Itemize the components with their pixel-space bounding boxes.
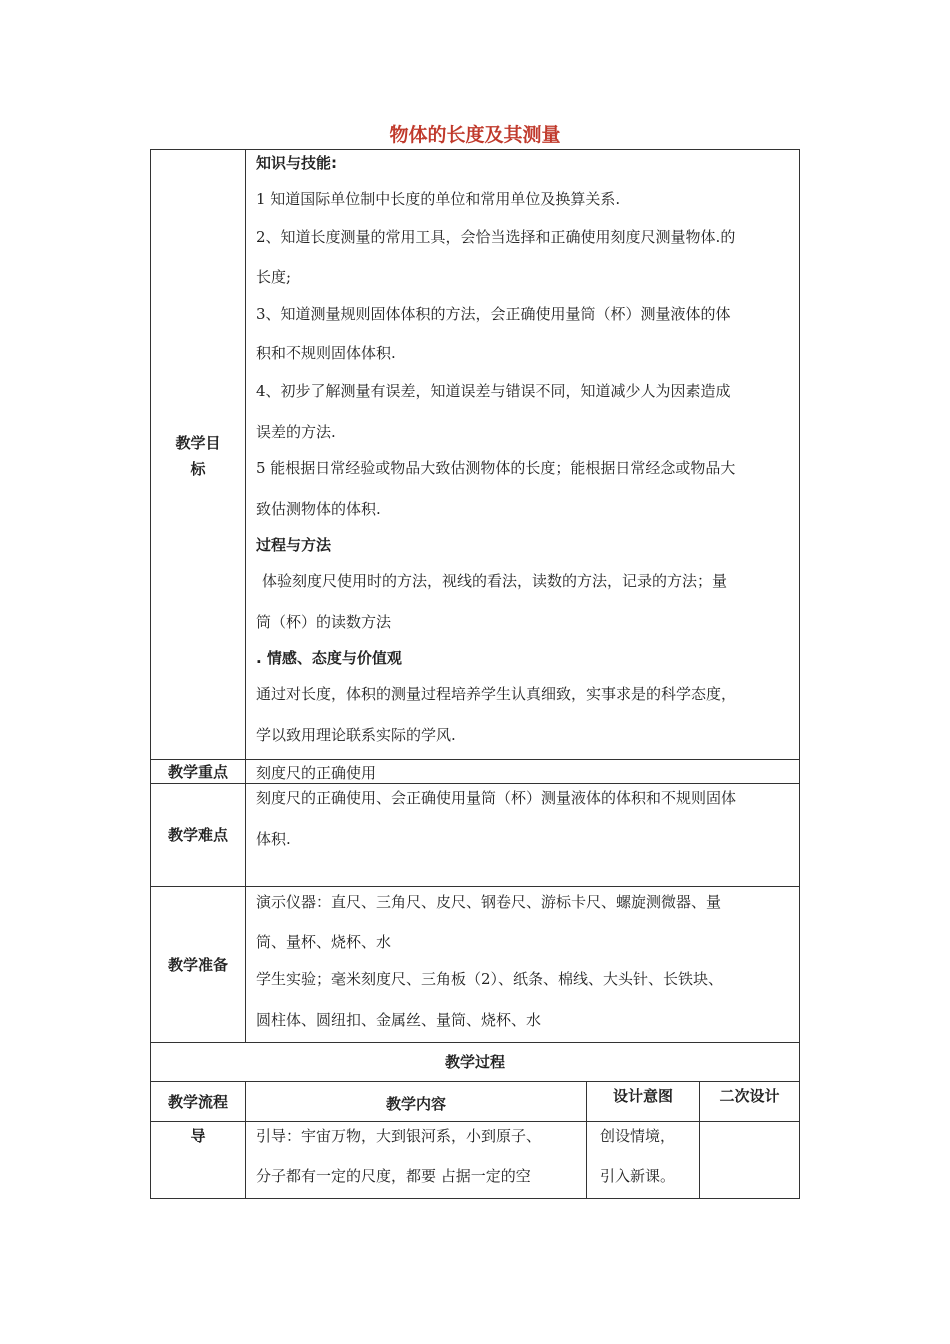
difficulties-line: 刻度尺的正确使用、会正确使用量筒（杯）测量液体的体积和不规则固体 (256, 789, 737, 807)
objectives-label: 教学目标 (175, 434, 221, 478)
difficulties-label: 教学难点 (167, 826, 228, 844)
objective-line: 学以致用理论联系实际的学风. (256, 726, 456, 744)
key-points-label: 教学重点 (167, 762, 228, 781)
row-divider (150, 759, 800, 760)
objective-line: 误差的方法. (256, 423, 336, 441)
process-intent-line: 创设情境， (600, 1127, 676, 1145)
objective-line: 筒（杯）的读数方法 (256, 613, 392, 631)
column-header-stage: 教学流程 (167, 1092, 228, 1111)
objective-line: 3、知道测量规则固体体积的方法，会正确使用量筒（杯）测量液体的体 (256, 305, 731, 323)
preparation-line: 演示仪器：直尺、三角尺、皮尺、钢卷尺、游标卡尺、螺旋测微器、量 (256, 893, 722, 911)
objective-line: 体验刻度尺使用时的方法，视线的看法，读数的方法，记录的方法；量 (262, 572, 728, 590)
objective-line: 致估测物体的体积. (256, 500, 381, 518)
objective-line: 2、知道长度测量的常用工具，会恰当选择和正确使用刻度尺测量物体.的 (256, 228, 736, 246)
objective-line: . 情感、态度与价值观 (256, 649, 402, 667)
objective-line: 过程与方法 (256, 536, 332, 554)
objective-line: 长度; (256, 268, 292, 286)
process-header: 教学过程 (444, 1053, 505, 1071)
preparation-line: 圆柱体、圆纽扣、金属丝、量筒、烧杯、水 (256, 1011, 542, 1029)
process-intent-line: 引入新课。 (600, 1167, 676, 1185)
column-header-content: 教学内容 (385, 1094, 446, 1113)
table-border-bottom (150, 1198, 800, 1199)
process-content-line: 引导：宇宙万物，大到银河系，小到原子、 (256, 1127, 542, 1145)
table-border-top (150, 149, 800, 150)
key-points-text: 刻度尺的正确使用 (256, 764, 377, 782)
difficulties-line: 体积. (256, 830, 291, 848)
column-header-second: 二次设计 (719, 1087, 780, 1105)
row-divider (150, 886, 800, 887)
objective-line: 4、初步了解测量有误差，知道误差与错误不同，知道减少人为因素造成 (256, 382, 731, 400)
preparation-line: 学生实验；毫米刻度尺、三角板（2）、纸条、棉线、大头针、长铁块、 (256, 970, 724, 988)
preparation-label: 教学准备 (167, 955, 228, 974)
process-content-line: 分子都有一定的尺度，都要 占据一定的空 (256, 1167, 531, 1185)
objective-line: 1 知道国际单位制中长度的单位和常用单位及换算关系. (256, 190, 621, 208)
row-divider (150, 1121, 800, 1122)
row-divider (150, 783, 800, 784)
objective-line: 积和不规则固体体积. (256, 344, 396, 362)
column-divider (245, 149, 246, 1043)
process-stage: 导 (190, 1127, 206, 1145)
objective-line: 5 能根据日常经验或物品大致估测物体的长度；能根据日常经念或物品大 (256, 459, 736, 477)
column-header-intent: 设计意图 (612, 1087, 673, 1105)
page-title: 物体的长度及其测量 (389, 124, 561, 146)
objective-line: 知识与技能: (256, 154, 337, 172)
preparation-line: 筒、量杯、烧杯、水 (256, 933, 392, 951)
objective-line: 通过对长度，体积的测量过程培养学生认真细致，实事求是的科学态度， (256, 685, 737, 703)
table-border-right (799, 149, 800, 1199)
